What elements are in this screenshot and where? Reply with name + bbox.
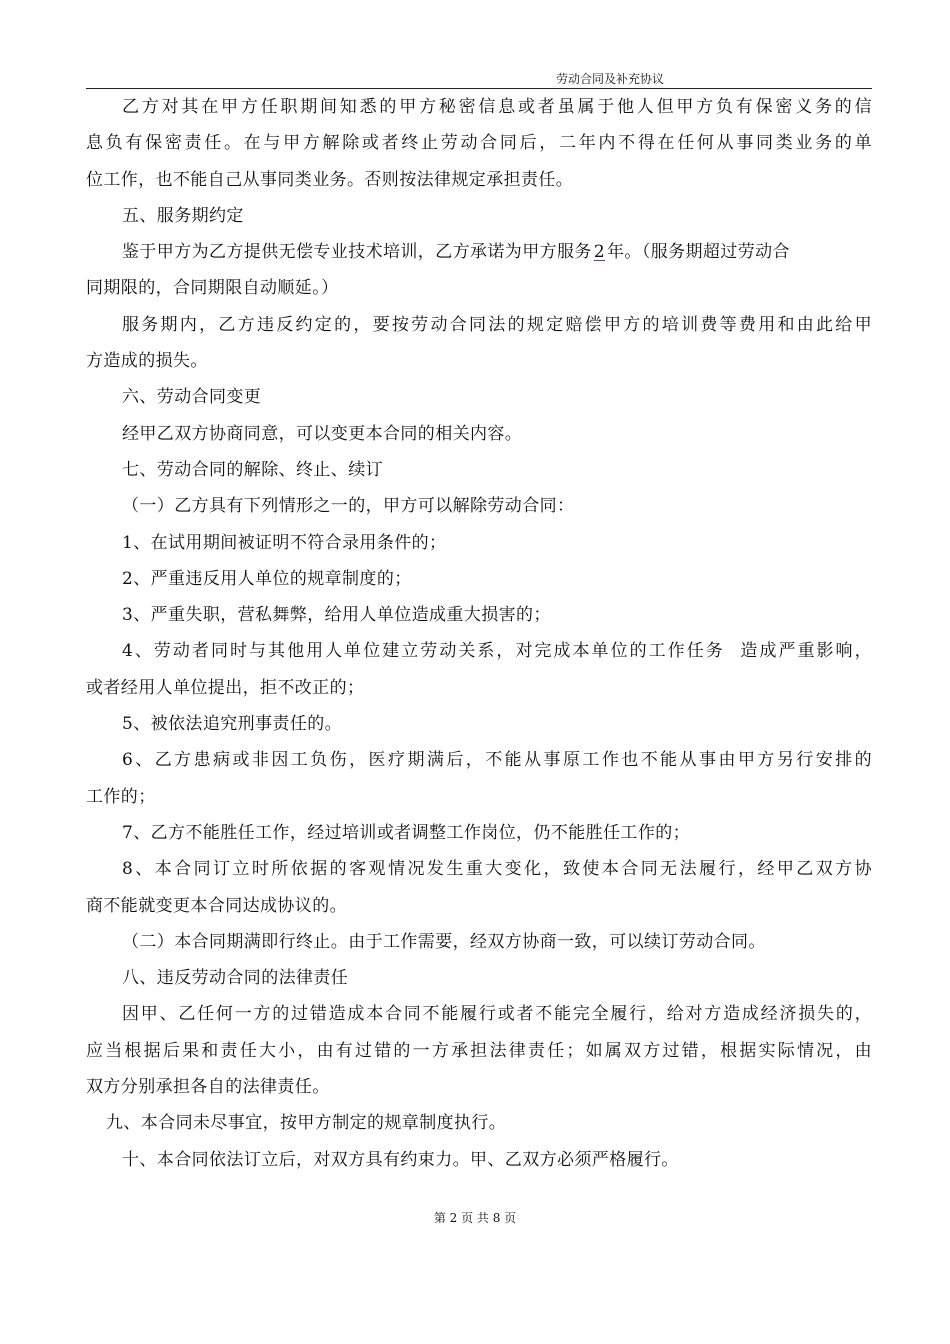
section-7-item-4-text-b: 造成严重影响， bbox=[738, 641, 872, 662]
section-7-item-6-line-2: 工作的； bbox=[86, 786, 156, 807]
section-5-text-a: 鉴于甲方为乙方提供无偿专业技术培训，乙方承诺为甲方服务 bbox=[122, 242, 592, 263]
section-8-paragraph-line-2: 应当根据后果和责任大小，由有过错的一方承担法律责任；如属双方过错，根据实际情况，由 bbox=[86, 1040, 872, 1061]
section-6-title: 六、劳动合同变更 bbox=[122, 387, 262, 408]
section-5-title: 五、服务期约定 bbox=[122, 205, 244, 226]
section-5-paragraph-2-line-2: 方造成的损失。 bbox=[86, 351, 208, 372]
section-7-title: 七、劳动合同的解除、终止、续订 bbox=[122, 459, 383, 480]
section-7-item-6-line-1: 6、乙方患病或非因工负伤，医疗期满后，不能从事原工作也不能从事由甲方另行安排的 bbox=[122, 750, 872, 771]
section-9: 九、本合同未尽事宜，按甲方制定的规章制度执行。 bbox=[106, 1113, 507, 1134]
document-body bbox=[86, 89, 872, 1178]
section-7-item-5: 5、被依法追究刑事责任的。 bbox=[122, 714, 343, 735]
header-title: 劳动合同及补充协议 bbox=[555, 72, 664, 86]
paragraph-confidentiality-line-2: 息负有保密责任。在与甲方解除或者终止劳动合同后，二年内不得在任何从事同类业务的单 bbox=[86, 133, 872, 154]
section-7-item-3: 3、严重失职，营私舞弊，给用人单位造成重大损害的； bbox=[122, 605, 551, 626]
section-7-item-4-line-1 bbox=[86, 633, 872, 669]
section-5-paragraph-1-line-1 bbox=[86, 234, 872, 270]
section-7-item-2: 2、严重违反用人单位的规章制度的； bbox=[122, 568, 412, 589]
section-6-paragraph: 经甲乙双方协商同意，可以变更本合同的相关内容。 bbox=[122, 423, 523, 444]
section-7-item-4-line-2: 或者经用人单位提出，拒不改正的； bbox=[86, 677, 365, 698]
section-7-item-8-line-1: 8、本合同订立时所依据的客观情况发生重大变化，致使本合同无法履行，经甲乙双方协 bbox=[122, 859, 872, 880]
section-5-paragraph-1-line-2: 同期限的，合同期限自动顺延。） bbox=[86, 278, 339, 299]
section-8-title: 八、违反劳动合同的法律责任 bbox=[122, 968, 349, 989]
section-10: 十、本合同依法订立后，对双方具有约束力。甲、乙双方必须严格履行。 bbox=[122, 1149, 679, 1170]
section-7-item-1: 1、在试用期间被证明不符合录用条件的； bbox=[122, 532, 447, 553]
page-footer: 第 2 页 共 8 页 bbox=[433, 1211, 517, 1225]
paragraph-confidentiality-line-3: 位工作，也不能自己从事同类业务。否则按法律规定承担责任。 bbox=[86, 169, 574, 190]
page-header bbox=[86, 66, 872, 89]
section-7-subsection-2: （二）本合同期满即行终止。由于工作需要，经双方协商一致，可以续订劳动合同。 bbox=[122, 931, 766, 952]
section-5-text-b: 年。（服务期超过劳动合 bbox=[607, 242, 790, 263]
section-8-paragraph-line-3: 双方分别承担各自的法律责任。 bbox=[86, 1077, 330, 1098]
section-5-paragraph-2-line-1: 服务期内，乙方违反约定的，要按劳动合同法的规定赔偿甲方的培训费等费用和由此给甲 bbox=[122, 314, 872, 335]
section-7-item-4-text-a: 4、劳动者同时与其他用人单位建立劳动关系，对完成本单位的工作任务 bbox=[122, 641, 725, 662]
section-7-subsection-1: （一）乙方具有下列情形之一的，甲方可以解除劳动合同： bbox=[122, 496, 575, 517]
section-7-item-8-line-2: 商不能就变更本合同达成协议的。 bbox=[86, 895, 347, 916]
paragraph-confidentiality-line-1: 乙方对其在甲方任职期间知悉的甲方秘密信息或者虽属于他人但甲方负有保密义务的信 bbox=[122, 97, 872, 117]
service-years-value: 2 bbox=[593, 242, 606, 263]
section-8-paragraph-line-1: 因甲、乙任何一方的过错造成本合同不能履行或者不能完全履行，给对方造成经济损失的， bbox=[122, 1004, 872, 1025]
section-7-item-7: 7、乙方不能胜任工作，经过培训或者调整工作岗位，仍不能胜任工作的； bbox=[122, 822, 691, 843]
